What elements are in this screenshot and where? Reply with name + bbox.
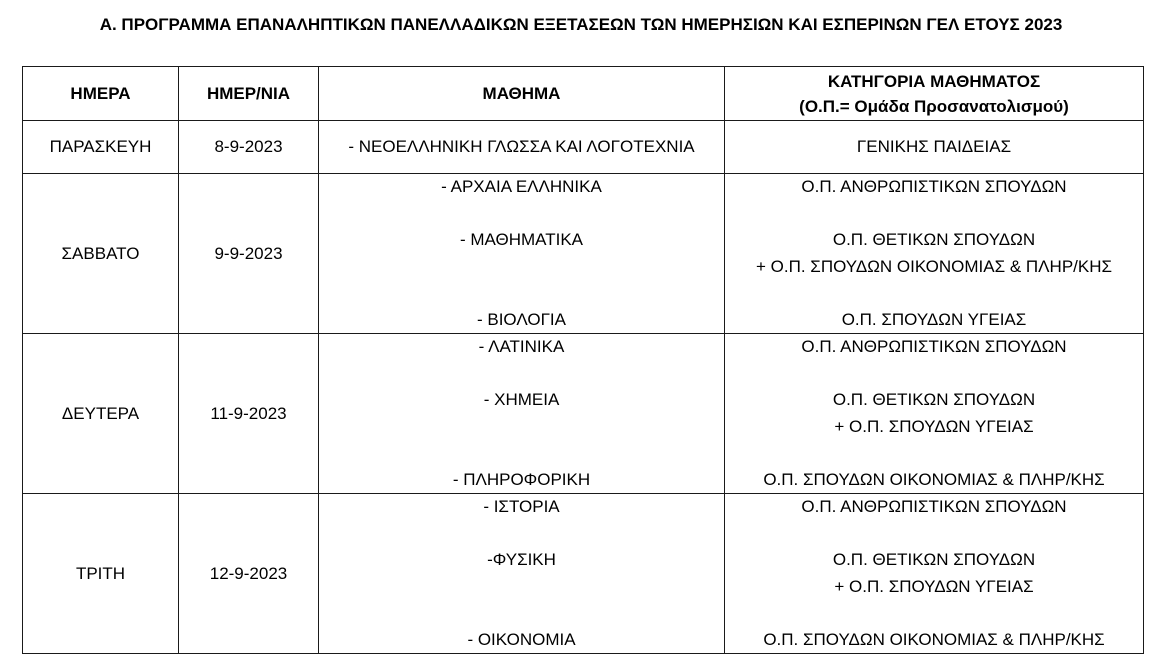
day-cell: ΤΡΙΤΗ <box>23 494 179 654</box>
category-item: Ο.Π. ΘΕΤΙΚΩΝ ΣΠΟΥΔΩΝ <box>832 230 1036 249</box>
category-item: Ο.Π. ΣΠΟΥΔΩΝ ΥΓΕΙΑΣ <box>841 309 1027 329</box>
subject-cell <box>319 494 725 654</box>
subject-cell: - ΝΕΟΕΛΛΗΝΙΚΗ ΓΛΩΣΣΑ ΚΑΙ ΛΟΓΟΤΕΧΝΙΑ <box>319 121 725 174</box>
category-cell <box>725 494 1144 654</box>
category-item: Ο.Π. ΘΕΤΙΚΩΝ ΣΠΟΥΔΩΝ <box>832 390 1036 409</box>
spacer <box>319 201 724 228</box>
spacer <box>319 254 724 281</box>
category-item: Ο.Π. ΣΠΟΥΔΩΝ ΟΙΚΟΝΟΜΙΑΣ & ΠΛΗΡ/ΚΗΣ <box>763 629 1105 649</box>
column-header-category <box>725 67 1144 121</box>
category-item: Ο.Π. ΘΕΤΙΚΩΝ ΣΠΟΥΔΩΝ <box>832 550 1036 569</box>
subject-item: - ΛΑΤΙΝΙΚΑ <box>478 337 565 356</box>
spacer <box>725 521 1143 548</box>
spacer <box>319 280 724 307</box>
date-cell: 11-9-2023 <box>179 334 319 494</box>
spacer <box>725 600 1143 627</box>
subject-cell <box>319 174 725 334</box>
category-item: + Ο.Π. ΣΠΟΥΔΩΝ ΥΓΕΙΑΣ <box>834 416 1034 436</box>
day-cell: ΔΕΥΤΕΡΑ <box>23 334 179 494</box>
category-cell <box>725 334 1144 494</box>
subject-item: - ΑΡΧΑΙΑ ΕΛΛΗΝΙΚΑ <box>441 177 602 196</box>
column-header-day: ΗΜΕΡΑ <box>23 67 179 121</box>
spacer <box>319 414 724 441</box>
table-row <box>23 494 1144 654</box>
table-row <box>23 174 1144 334</box>
document-title: Α. ΠΡΟΓΡΑΜΜΑ ΕΠΑΝΑΛΗΠΤΙΚΩΝ ΠΑΝΕΛΛΑΔΙΚΩΝ ΕΞΕΤΑΣΕΩΝ ΤΩΝ ΗΜΕΡΗΣΙΩΝ ΚΑΙ ΕΣΠΕΡΙΝΩΝ ΓΕΛ ΕΤΟΥΣ 2023 <box>99 15 1063 34</box>
exam-schedule-table <box>22 66 1144 654</box>
spacer <box>725 361 1143 388</box>
column-header-date: ΗΜΕΡ/ΝΙΑ <box>179 67 319 121</box>
category-item: Ο.Π. ΑΝΘΡΩΠΙΣΤΙΚΩΝ ΣΠΟΥΔΩΝ <box>801 177 1067 196</box>
date-cell: 9-9-2023 <box>179 174 319 334</box>
category-item: + Ο.Π. ΣΠΟΥΔΩΝ ΥΓΕΙΑΣ <box>834 576 1034 596</box>
subject-cell <box>319 334 725 494</box>
spacer <box>319 521 724 548</box>
spacer <box>319 600 724 627</box>
spacer <box>725 201 1143 228</box>
day-cell: ΠΑΡΑΣΚΕΥΗ <box>23 121 179 174</box>
table-header-row <box>23 67 1144 121</box>
day-cell: ΣΑΒΒΑΤΟ <box>23 174 179 334</box>
subject-item: - ΜΑΘΗΜΑΤΙΚΑ <box>459 230 584 249</box>
category-item: Ο.Π. ΑΝΘΡΩΠΙΣΤΙΚΩΝ ΣΠΟΥΔΩΝ <box>801 337 1067 356</box>
spacer <box>725 280 1143 307</box>
spacer <box>725 440 1143 467</box>
spacer <box>319 361 724 388</box>
category-item: Ο.Π. ΑΝΘΡΩΠΙΣΤΙΚΩΝ ΣΠΟΥΔΩΝ <box>801 497 1067 516</box>
spacer <box>319 440 724 467</box>
category-item: + Ο.Π. ΣΠΟΥΔΩΝ ΟΙΚΟΝΟΜΙΑΣ & ΠΛΗΡ/ΚΗΣ <box>755 256 1113 276</box>
column-header-subject: ΜΑΘΗΜΑ <box>319 67 725 121</box>
table-row <box>23 121 1144 174</box>
subject-item: - ΟΙΚΟΝΟΜΙΑ <box>467 629 576 649</box>
subject-item: -ΦΥΣΙΚΗ <box>487 550 556 569</box>
subject-item: - ΙΣΤΟΡΙΑ <box>483 497 560 516</box>
column-header-category-title: ΚΑΤΗΓΟΡΙΑ ΜΑΘΗΜΑΤΟΣ <box>827 71 1041 91</box>
table-row <box>23 334 1144 494</box>
subject-item: - ΒΙΟΛΟΓΙΑ <box>476 309 566 329</box>
category-item: Ο.Π. ΣΠΟΥΔΩΝ ΟΙΚΟΝΟΜΙΑΣ & ΠΛΗΡ/ΚΗΣ <box>763 469 1105 489</box>
date-cell: 8-9-2023 <box>179 121 319 174</box>
subject-item: - ΧΗΜΕΙΑ <box>483 390 560 409</box>
category-cell <box>725 174 1144 334</box>
date-cell: 12-9-2023 <box>179 494 319 654</box>
category-cell: ΓΕΝΙΚΗΣ ΠΑΙΔΕΙΑΣ <box>725 121 1144 174</box>
column-header-category-note: (Ο.Π.= Ομάδα Προσανατολισμού) <box>799 96 1069 116</box>
subject-item: - ΠΛΗΡΟΦΟΡΙΚΗ <box>452 469 591 489</box>
spacer <box>319 574 724 601</box>
